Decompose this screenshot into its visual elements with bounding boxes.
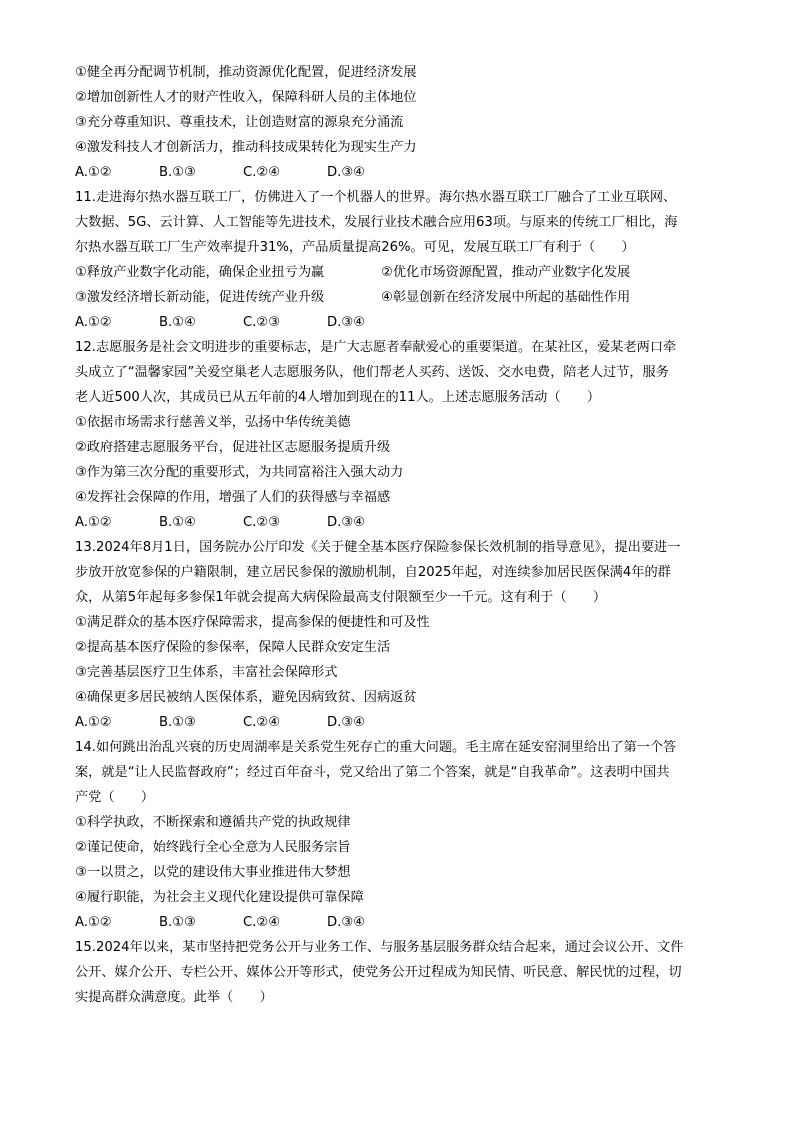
choice-c[interactable]: C.②③ — [243, 315, 281, 330]
q13-stem-line-2: 步放开放宽参保的户籍限制，建立居民参保的激励机制，自2025年起，对连续参加居民医保满4年的群 — [75, 565, 671, 580]
q10-option-2: ②增加创新性人才的财产性收入，保障科研人员的主体地位 — [75, 90, 417, 105]
q11-stem-line-3: 尔热水器互联工厂生产效率提升31%，产品质量提高26%。可见，发展互联工厂有利于（ ） — [75, 240, 635, 255]
choice-d[interactable]: D.③④ — [327, 165, 365, 180]
choice-c[interactable]: C.②④ — [243, 915, 281, 930]
choice-a[interactable]: A.①② — [75, 715, 112, 730]
q14-option-3: ③一以贯之，以党的建设伟大事业推进伟大梦想 — [75, 865, 351, 880]
choice-a[interactable]: A.①② — [75, 515, 112, 530]
q12-option-4: ④发挥社会保障的作用，增强了人们的获得感与幸福感 — [75, 490, 391, 505]
q14-choices — [75, 911, 725, 935]
choice-d[interactable]: D.③④ — [327, 515, 365, 530]
choice-a[interactable]: A.①② — [75, 315, 112, 330]
choice-b[interactable]: B.①③ — [159, 165, 196, 180]
q12-stem-line-2: 头成立了“温馨家园”关爱空巢老人志愿服务队，他们帮老人买药、送饭、交水电费，陪老人过节，服务 — [75, 365, 669, 380]
q13-stem-line-3: 众，从第5年起每多参保1年就会提高大病保险最高支付限额至少一千元。这有利于（ ） — [75, 590, 607, 605]
q15-stem-line-1: 15.2024年以来，某市坚持把党务公开与业务工作、与服务基层服务群众结合起来，通过会议公开、文件 — [75, 940, 684, 955]
q13-option-4: ④确保更多居民被纳人医保体系，避免因病致贫、因病返贫 — [75, 690, 417, 705]
choice-b[interactable]: B.①④ — [159, 515, 196, 530]
q12-choices — [75, 511, 725, 535]
q12-option-3: ③作为第三次分配的重要形式，为共同富裕注入强大动力 — [75, 465, 404, 480]
choice-b[interactable]: B.①③ — [159, 915, 196, 930]
choice-b[interactable]: B.①③ — [159, 715, 196, 730]
choice-d[interactable]: D.③④ — [327, 315, 365, 330]
q14-option-1: ①科学执政，不断探索和遵循共产党的执政规律 — [75, 815, 351, 830]
q12-stem-line-1: 12.志愿服务是社会文明进步的重要标志，是广大志愿者奉献爱心的重要渠道。在某社区，爱某老两口牵 — [75, 340, 677, 355]
choice-d[interactable]: D.③④ — [327, 715, 365, 730]
q10-option-3: ③充分尊重知识、尊重技术，让创造财富的源泉充分涌流 — [75, 115, 404, 130]
q14-stem-line-1: 14.如何跳出治乱兴衰的历史周湖率是关系党生死存亡的重大问题。毛主席在延安窑洞里给出了第一个答 — [75, 740, 677, 755]
q11-options-row-1 — [75, 261, 725, 285]
q12-option-1: ①依据市场需求行慈善义举，弘扬中华传统美德 — [75, 415, 351, 430]
q10-option-1: ①健全再分配调节机制，推动资源优化配置，促进经济发展 — [75, 65, 417, 80]
q13-choices — [75, 711, 725, 735]
q11-options-row-2 — [75, 286, 725, 310]
q14-option-4: ④履行职能，为社会主义现代化建设提供可靠保障 — [75, 890, 364, 905]
q13-stem-line-1: 13.2024年8月1日，国务院办公厅印发《关于健全基本医疗保险参保长效机制的指导意见》，提出要进一 — [75, 540, 681, 555]
q10-option-4: ④激发科技人才创新活力，推动科技成果转化为现实生产力 — [75, 140, 417, 155]
q11-stem-line-1: 11.走进海尔热水器互联工厂，仿佛进入了一个机器人的世界。海尔热水器互联工厂融合了工业互联网、 — [75, 190, 677, 205]
q13-option-1: ①满足群众的基本医疗保障需求，提高参保的便捷性和可及性 — [75, 615, 430, 630]
q11-choices — [75, 311, 725, 335]
q11-option-3: ③激发经济增长新动能，促进传统产业升级 — [75, 290, 325, 305]
q11-option-2: ②优化市场资源配置，推动产业数字化发展 — [381, 265, 631, 280]
q12-stem-line-3: 老人近500人次，其成员已从五年前的4人增加到现在的11人。上述志愿服务活动（ ） — [75, 390, 601, 405]
choice-c[interactable]: C.②④ — [243, 715, 281, 730]
q15-stem-line-2: 公开、媒介公开、专栏公开、媒体公开等形式，使党务公开过程成为知民情、听民意、解民忧的过程，切 — [75, 965, 682, 980]
choice-c[interactable]: C.②③ — [243, 515, 281, 530]
choice-d[interactable]: D.③④ — [327, 915, 365, 930]
choice-c[interactable]: C.②④ — [243, 165, 281, 180]
q12-option-2: ②政府搭建志愿服务平台，促进社区志愿服务提质升级 — [75, 440, 391, 455]
q11-stem-line-2: 大数据、5G、云计算、人工智能等先进技术，发展行业技术融合应用63项。与原来的传统工厂相比，海 — [75, 215, 678, 230]
q11-option-4: ④彰显创新在经济发展中所起的基础性作用 — [381, 290, 631, 305]
choice-a[interactable]: A.①② — [75, 915, 112, 930]
q13-option-2: ②提高基本医疗保险的参保率，保障人民群众安定生活 — [75, 640, 391, 655]
choice-a[interactable]: A.①② — [75, 165, 112, 180]
q14-stem-line-3: 产党（ ） — [75, 790, 155, 805]
q10-choices — [75, 161, 725, 185]
q11-option-1: ①释放产业数字化动能，确保企业扭亏为赢 — [75, 265, 325, 280]
q14-option-2: ②谨记使命，始终践行全心全意为人民服务宗旨 — [75, 840, 351, 855]
q13-option-3: ③完善基层医疗卫生体系，丰富社会保障形式 — [75, 665, 338, 680]
q15-stem-line-3: 实提高群众满意度。此举（ ） — [75, 990, 273, 1005]
q14-stem-line-2: 案，就是“让人民监督政府”；经过百年奋斗，党又给出了第二个答案，就是“自我革命”。这表明中国共 — [75, 765, 670, 780]
choice-b[interactable]: B.①④ — [159, 315, 196, 330]
